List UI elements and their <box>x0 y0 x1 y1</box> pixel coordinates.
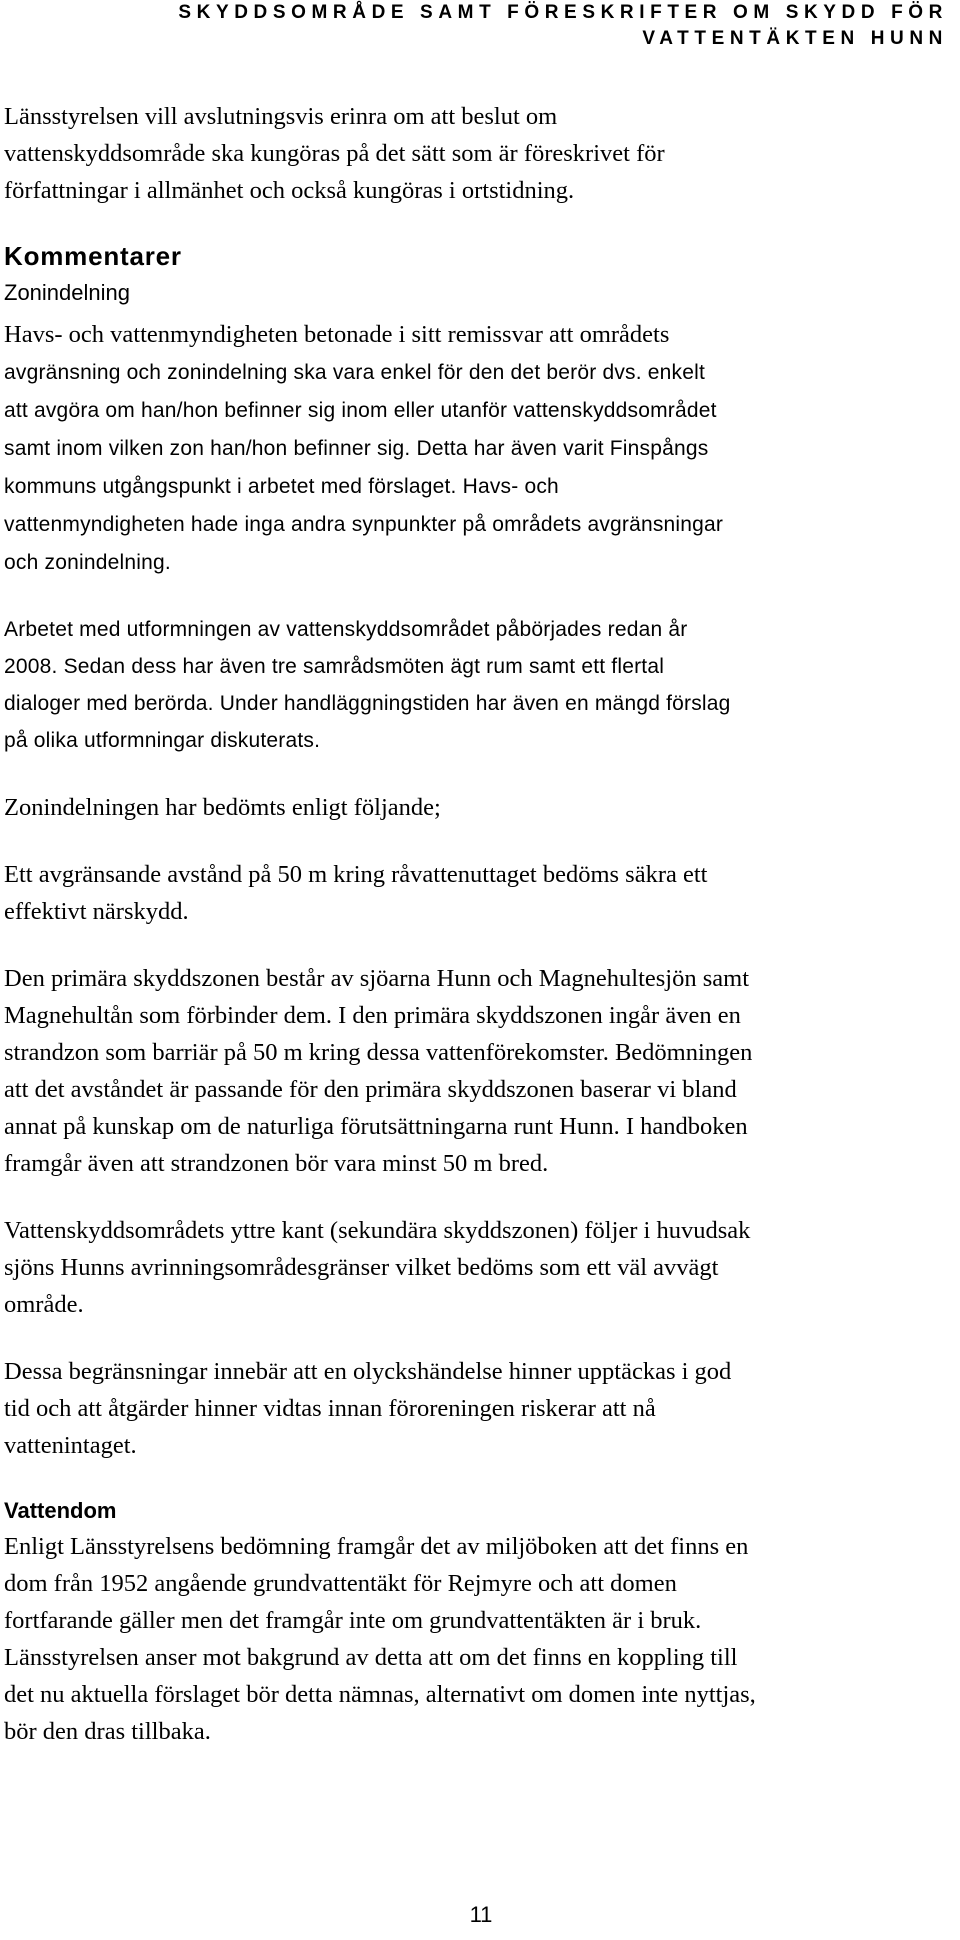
paragraph-dessa-begransningar <box>4 1353 954 1464</box>
text-line: Ett avgränsande avstånd på 50 m kring råvattenuttaget bedöms säkra ett <box>4 861 708 888</box>
text-line: Dessa begränsningar innebär att en olyckshändelse hinner upptäckas i god <box>4 1358 732 1385</box>
running-header-line-1: SKYDDSOMRÅDE SAMT FÖRESKRIFTER OM SKYDD FÖR <box>178 2 948 23</box>
text-line: vattenmyndigheten hade inga andra synpunkter på områdets avgränsningar <box>4 513 724 536</box>
text-line: dialoger med berörda. Under handläggningstiden har även en mängd förslag <box>4 692 731 715</box>
text-line: att det avståndet är passande för den primära skyddszonen baserar vi bland <box>4 1076 737 1103</box>
paragraph-arbetet-med-utformningen <box>4 611 954 759</box>
text-line: Vattenskyddsområdets yttre kant (sekundära skyddszonen) följer i huvudsak <box>4 1217 751 1244</box>
paragraph-havs-och-vattenmyndigheten <box>4 316 954 581</box>
text-line: fortfarande gäller men det framgår inte om grundvattentäkten är i bruk. <box>4 1607 702 1634</box>
text-line: vattenskyddsområde ska kungöras på det sätt som är föreskrivet för <box>4 140 665 167</box>
subheading-zonindelning: Zonindelning <box>4 280 130 305</box>
text-line: Enligt Länsstyrelsens bedömning framgår det av miljöboken att det finns en <box>4 1533 749 1560</box>
text-line: sjöns Hunns avrinningsområdesgränser vilket bedöms som ett väl avvägt <box>4 1254 719 1281</box>
section-heading-kommentarer: Kommentarer <box>4 241 182 271</box>
text-line: framgår även att strandzonen bör vara minst 50 m bred. <box>4 1150 549 1177</box>
text-line: strandzon som barriär på 50 m kring dessa vattenförekomster. Bedömningen <box>4 1039 753 1066</box>
text-line: samt inom vilken zon han/hon befinner sig. Detta har även varit Finspångs <box>4 437 709 460</box>
text-line: avgränsning och zonindelning ska vara enkel för den det berör dvs. enkelt <box>4 361 706 384</box>
intro-paragraph <box>4 98 954 209</box>
text-line: det nu aktuella förslaget bör detta nämnas, alternativt om domen inte nyttjas, <box>4 1681 756 1708</box>
running-header-line-2: VATTENTÄKTEN HUNN <box>642 28 948 49</box>
paragraph-avgransande-avstand <box>4 856 954 930</box>
running-header <box>8 0 948 52</box>
text-line: Havs- och vattenmyndigheten betonade i sitt remissvar att områdets <box>4 321 670 348</box>
paragraph-yttre-kant <box>4 1212 954 1323</box>
text-line: Länsstyrelsen anser mot bakgrund av detta att om det finns en koppling till <box>4 1644 738 1671</box>
text-line: Arbetet med utformningen av vattenskyddsområdet påbörjades redan år <box>4 618 688 641</box>
text-line: Zonindelningen har bedömts enligt följande; <box>4 794 441 821</box>
text-line: Länsstyrelsen vill avslutningsvis erinra om att beslut om <box>4 103 558 130</box>
text-line: dom från 1952 angående grundvattentäkt för Rejmyre och att domen <box>4 1570 677 1597</box>
text-line: tid och att åtgärder hinner vidtas innan föroreningen riskerar att nå <box>4 1395 656 1422</box>
subheading-vattendom: Vattendom <box>4 1498 117 1523</box>
paragraph-vattendom <box>4 1528 954 1750</box>
document-body <box>4 98 954 1750</box>
paragraph-primara-skyddszonen <box>4 960 954 1182</box>
page-number-text: 11 <box>469 1902 493 1927</box>
text-line: annat på kunskap om de naturliga förutsättningarna runt Hunn. I handboken <box>4 1113 748 1140</box>
page-number <box>0 1900 960 1930</box>
text-line: effektivt närskydd. <box>4 898 189 925</box>
text-line: Magnehultån som förbinder dem. I den primära skyddszonen ingår även en <box>4 1002 741 1029</box>
text-line: författningar i allmänhet och också kungöras i ortstidning. <box>4 177 575 204</box>
text-line: på olika utformningar diskuterats. <box>4 729 321 752</box>
text-line: vattenintaget. <box>4 1432 137 1459</box>
text-line: kommuns utgångspunkt i arbetet med förslaget. Havs- och <box>4 475 559 498</box>
text-line: Den primära skyddszonen består av sjöarna Hunn och Magnehultesjön samt <box>4 965 750 992</box>
text-line: 2008. Sedan dess har även tre samrådsmöten ägt rum samt ett flertal <box>4 655 665 678</box>
text-line: bör den dras tillbaka. <box>4 1718 211 1745</box>
text-line: område. <box>4 1291 84 1318</box>
text-line: att avgöra om han/hon befinner sig inom eller utanför vattenskyddsområdet <box>4 399 717 422</box>
text-line: och zonindelning. <box>4 551 171 574</box>
paragraph-zonindelningen-bedomts <box>4 789 954 826</box>
